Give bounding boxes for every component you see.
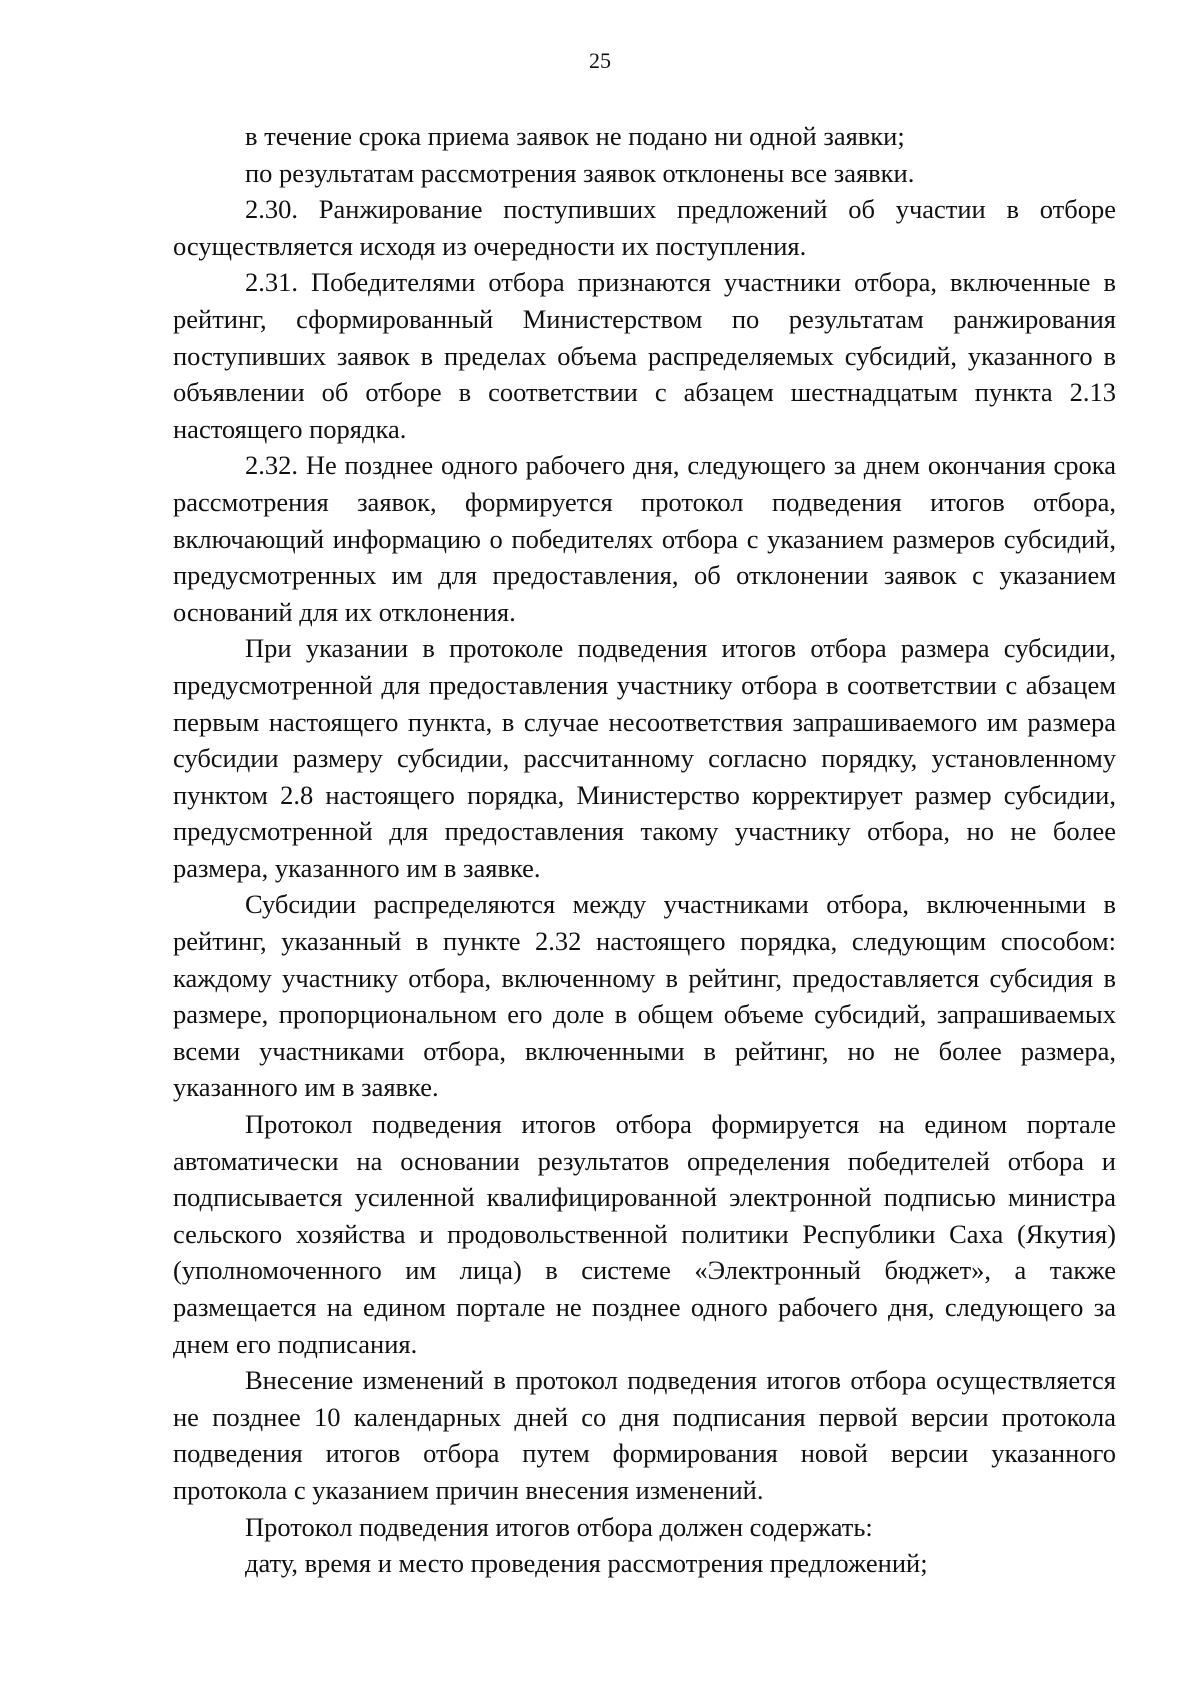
paragraph: Протокол подведения итогов отбора формируется на едином портале автоматически на основании результатов определения победителей отбора и подписывается усиленной квалифицированной электронной подписью министра сельского хозяйства и продовольственной политики Республики Саха (Якутия) (уполномоченного им лица) в системе «Электронный бюджет», а также размещается на едином портале не позднее одного рабочего дня, следующего за днем его подписания.: [173, 1109, 1116, 1359]
paragraph: 2.32. Не позднее одного рабочего дня, следующего за днем окончания срока рассмотрения заявок, формируется протокол подведения итогов отбора, включающий информацию о победителях отбора с указанием размеров субсидий, предусмотренных им для предоставления, об отклонении заявок с указанием оснований для их отклонения.: [173, 450, 1116, 627]
paragraph: 2.31. Победителями отбора признаются участники отбора, включенные в рейтинг, сформированный Министерством по результатам ранжирования поступивших заявок в пределах объема распределяемых субсидий, указанного в объявлении об отборе в соответствии с абзацем шестнадцатым пункта 2.13 настоящего порядка.: [173, 267, 1116, 444]
page-number: 25: [589, 48, 611, 73]
paragraph: в течение срока приема заявок не подано ни одной заявки;: [245, 121, 905, 151]
paragraph: При указании в протоколе подведения итогов отбора размера субсидии, предусмотренной для предоставления участнику отбора в соответствии с абзацем первым настоящего пункта, в случае несоответствия запрашиваемого им размера субсидии размеру субсидии, рассчитанному согласно порядку, установленному пунктом 2.8 настоящего порядка, Министерство корректирует размер субсидии, предусмотренной для предоставления такому участнику отбора, но не более размера, указанного им в заявке.: [173, 633, 1116, 883]
paragraph: дату, время и место проведения рассмотрения предложений;: [245, 1548, 928, 1579]
paragraph: по результатам рассмотрения заявок отклонены все заявки.: [245, 157, 915, 188]
paragraph: 2.30. Ранжирование поступивших предложений об участии в отборе осуществляется исходя из очередности их поступления.: [173, 194, 1116, 261]
paragraph: Внесение изменений в протокол подведения итогов отбора осуществляется не позднее 10 календарных дней со дня подписания первой версии протокола подведения итогов отбора путем формирования новой версии указанного протокола с указанием причин внесения изменений.: [173, 1365, 1116, 1505]
paragraph: Протокол подведения итогов отбора должен содержать:: [245, 1511, 873, 1542]
paragraph: Субсидии распределяются между участниками отбора, включенными в рейтинг, указанный в пункте 2.32 настоящего порядка, следующим способом: каждому участнику отбора, включенному в рейтинг, предоставляется субсидия в размере, пропорциональном его доле в общем объеме субсидий, запрашиваемых всеми участниками отбора, включенными в рейтинг, но не более размера, указанного им в заявке.: [173, 889, 1116, 1103]
document-body: [173, 118, 1116, 1582]
